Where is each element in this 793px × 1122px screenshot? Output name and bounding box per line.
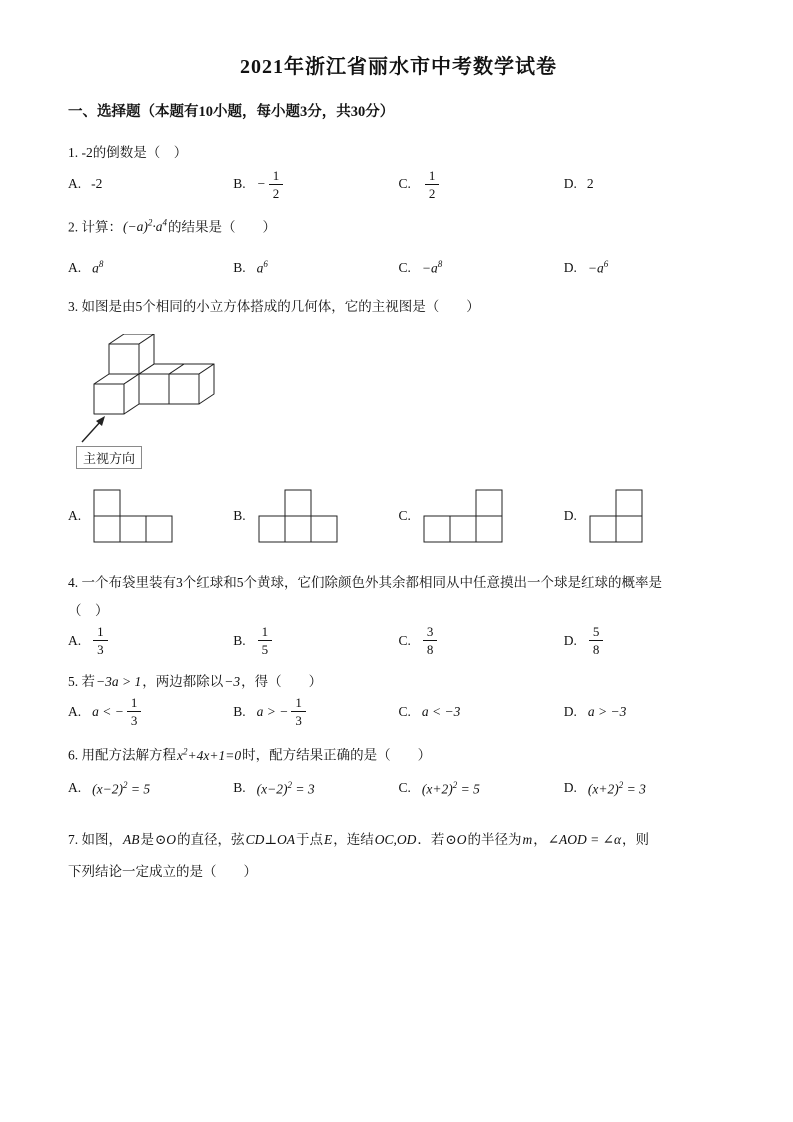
view-direction-arrow <box>82 416 105 442</box>
q2-option-c <box>399 259 564 277</box>
option-value <box>91 259 104 277</box>
math-expression: −3 <box>224 674 241 690</box>
fraction-denominator: 3 <box>130 713 138 729</box>
question-6-options <box>68 780 729 798</box>
stem-segment: ， <box>533 832 547 848</box>
question-4 <box>68 574 729 657</box>
stem-segment: ．若 <box>417 832 445 848</box>
fraction-numerator: 1 <box>127 696 142 712</box>
question-3-options <box>68 489 729 544</box>
math-base: (x−2) <box>256 781 288 797</box>
math-expression <box>176 748 242 763</box>
q1-option-c <box>399 169 564 200</box>
question-6-stem <box>68 745 729 765</box>
fraction <box>258 625 273 656</box>
math-exponent: 8 <box>437 259 443 270</box>
cube-face <box>94 384 124 414</box>
fraction-denominator: 8 <box>426 642 434 658</box>
q5-option-b <box>233 696 398 727</box>
option-label: B. <box>233 508 246 524</box>
option-value <box>421 780 481 798</box>
cube-face <box>169 374 199 404</box>
q3-option-b <box>233 489 398 544</box>
option-value <box>91 780 151 798</box>
fraction <box>423 625 438 656</box>
sign: − <box>587 260 597 276</box>
option-label: B. <box>233 780 246 796</box>
fraction-denominator: 5 <box>261 642 269 658</box>
option-value: 2 <box>586 176 594 192</box>
option-label: C. <box>398 176 411 192</box>
option-label: B. <box>233 176 246 192</box>
question-3-stem: 3. 如图是由5个相同的小立方体搭成的几何体，它的主视图是（ ） <box>68 298 480 314</box>
math-base: x <box>177 747 183 763</box>
math-base: = 5 <box>127 781 151 797</box>
fraction-denominator: 3 <box>295 713 302 729</box>
question-1-stem: 1. -2的倒数是（ ） <box>68 145 188 160</box>
math-base: +4x+1=0 <box>187 747 242 763</box>
q4-option-a <box>68 625 233 656</box>
math-expression <box>122 219 168 234</box>
fraction-denominator: 2 <box>272 185 280 201</box>
question-4-stem-line1: 4. 一个布袋里装有3个红球和5个黄球，它们除颜色外其余都相同从中任意摸出一个球是红球的概率是 <box>68 574 662 590</box>
q3-option-a <box>68 489 233 544</box>
view-direction-label: 主视方向 <box>76 446 142 469</box>
option-label: A. <box>68 780 82 796</box>
math-base: a <box>92 260 99 276</box>
stem-segment: 的直径，弦 <box>177 832 245 848</box>
fraction <box>127 696 142 727</box>
fraction-denominator: 3 <box>97 642 104 658</box>
fraction <box>269 169 284 200</box>
question-2-stem <box>68 217 729 237</box>
fraction-denominator: 2 <box>428 185 436 201</box>
fraction-numerator: 1 <box>425 169 440 185</box>
question-7 <box>68 831 729 882</box>
q5-option-c <box>399 704 564 720</box>
option-label: C. <box>398 632 411 648</box>
math-segment: ⊙O <box>445 832 467 848</box>
math-base: a <box>597 260 604 276</box>
cube-figure-svg <box>74 334 234 446</box>
option-label: B. <box>233 260 246 276</box>
option-label: A. <box>68 176 82 192</box>
math-base: (x+2) <box>587 781 619 797</box>
fraction-numerator: 1 <box>269 169 284 185</box>
inequality-prefix: a < − <box>92 703 124 719</box>
question-4-options <box>68 625 729 656</box>
option-label: A. <box>68 632 82 648</box>
math-exponent: 2 <box>452 779 458 790</box>
option-value: -2 <box>91 176 103 192</box>
math-exponent: 2 <box>618 779 624 790</box>
math-exponent: 2 <box>122 779 128 790</box>
section-header: 一、选择题（本题有10小题，每小题3分，共30分） <box>68 104 395 120</box>
fraction-numerator: 3 <box>423 625 438 641</box>
math-exponent: 6 <box>263 259 268 270</box>
question-5-options <box>68 696 729 727</box>
option-value <box>256 780 316 798</box>
option-value <box>587 780 647 798</box>
math-segment: ⊙O <box>155 832 177 848</box>
inequality-prefix: a > − <box>256 703 289 719</box>
stem-segment: 的结果是（ ） <box>167 219 276 235</box>
fraction <box>589 625 604 656</box>
option-label: B. <box>233 632 246 648</box>
option-value: a > −3 <box>587 703 627 719</box>
q6-option-d <box>564 780 729 798</box>
option-label: B. <box>233 703 246 719</box>
option-label: D. <box>563 632 577 648</box>
option-label: A. <box>68 508 82 524</box>
question-6 <box>68 745 729 797</box>
option-label: C. <box>398 780 411 796</box>
main-view-option-c <box>423 489 504 544</box>
question-1-options <box>68 169 729 200</box>
q2-option-a <box>68 259 233 277</box>
option-label: C. <box>398 508 411 524</box>
math-segment: AB <box>123 832 140 848</box>
math-segment: E <box>324 832 333 848</box>
math-exponent: 2 <box>147 217 153 228</box>
math-base: a <box>256 260 264 276</box>
math-base: = 3 <box>291 781 315 797</box>
math-segment: OC,OD <box>374 832 417 848</box>
stem-segment: ，连结 <box>333 832 374 848</box>
question-1 <box>68 144 729 200</box>
q5-option-d <box>564 704 729 720</box>
math-exponent: 8 <box>98 259 104 270</box>
main-view-option-d <box>589 489 644 544</box>
math-segment: ∠AOD = ∠α <box>547 832 622 848</box>
question-2 <box>68 217 729 277</box>
fraction-denominator: 8 <box>592 642 600 658</box>
q1-option-d <box>564 176 729 192</box>
stem-segment: ，则 <box>622 832 650 848</box>
stem-segment: ，得（ ） <box>241 674 323 690</box>
q6-option-b <box>233 780 398 798</box>
math-segment: CD⊥OA <box>245 832 296 848</box>
cube-face <box>109 344 139 374</box>
fraction-numerator: 1 <box>258 625 273 641</box>
math-base: = 5 <box>457 781 480 797</box>
stem-segment: 时，配方结果正确的是（ ） <box>242 747 432 763</box>
cube-figure <box>74 334 729 469</box>
question-3 <box>68 298 729 544</box>
math-expression: −3a > 1 <box>96 674 142 690</box>
stem-segment: ，两边都除以 <box>142 674 224 690</box>
question-5 <box>68 673 729 727</box>
fraction <box>93 625 108 656</box>
math-base: (x+2) <box>421 781 453 797</box>
option-label: D. <box>563 703 577 719</box>
option-label: D. <box>563 508 577 524</box>
fraction <box>425 169 440 200</box>
q3-option-c <box>399 489 564 544</box>
fraction-numerator: 1 <box>93 625 108 641</box>
fraction-numerator: 1 <box>291 696 306 712</box>
stem-segment: 7. 如图， <box>68 832 122 848</box>
stem-segment: 6. 用配方法解方程 <box>68 747 176 763</box>
stem-segment: 的半径为 <box>467 832 522 848</box>
cube-face <box>139 374 169 404</box>
stem-segment: 5. 若 <box>68 674 95 690</box>
main-view-option-b <box>258 489 339 544</box>
q4-option-d <box>564 625 729 656</box>
stem-segment: 于点 <box>296 832 324 848</box>
option-label: A. <box>68 703 82 719</box>
q4-option-c <box>399 625 564 656</box>
question-4-stem-line2: （ ） <box>68 602 109 618</box>
fraction <box>291 696 306 727</box>
q2-option-d <box>564 259 729 277</box>
math-segment: m <box>522 832 533 848</box>
question-7-stem-line1 <box>68 831 729 850</box>
option-label: D. <box>563 176 577 192</box>
math-base: ·a <box>152 219 163 235</box>
math-base: (−a) <box>123 219 148 235</box>
math-exponent: 2 <box>287 779 292 790</box>
q1-option-a <box>68 176 233 192</box>
option-label: C. <box>398 260 411 276</box>
q3-option-d <box>564 489 729 544</box>
stem-segment: 2. 计算： <box>68 219 122 235</box>
q5-option-a <box>68 696 233 727</box>
option-label: D. <box>563 780 577 796</box>
math-base: a <box>431 260 438 276</box>
math-exponent: 2 <box>183 746 188 757</box>
page-title: 2021年浙江省丽水市中考数学试卷 <box>240 56 557 78</box>
option-label: D. <box>563 260 577 276</box>
option-label: A. <box>68 260 82 276</box>
question-7-stem-line2: 下列结论一定成立的是（ ） <box>68 864 257 880</box>
q6-option-c <box>399 780 564 798</box>
minus-sign: − <box>256 176 266 192</box>
q1-option-b <box>233 169 398 200</box>
fraction-numerator: 5 <box>589 625 604 641</box>
option-value <box>421 259 443 277</box>
option-value <box>256 259 269 277</box>
option-value: a < −3 <box>421 703 461 719</box>
math-exponent: 4 <box>162 217 167 228</box>
main-view-option-a <box>93 489 174 544</box>
q4-option-b <box>233 625 398 656</box>
question-5-stem <box>68 673 729 692</box>
sign: − <box>421 260 432 276</box>
question-2-options <box>68 259 729 277</box>
stem-segment: 是 <box>140 832 154 848</box>
q2-option-b <box>233 259 398 277</box>
math-base: = 3 <box>623 781 646 797</box>
math-base: (x−2) <box>92 781 123 797</box>
option-value <box>587 259 609 277</box>
q6-option-a <box>68 780 233 798</box>
option-label: C. <box>398 703 411 719</box>
math-exponent: 6 <box>603 259 609 270</box>
